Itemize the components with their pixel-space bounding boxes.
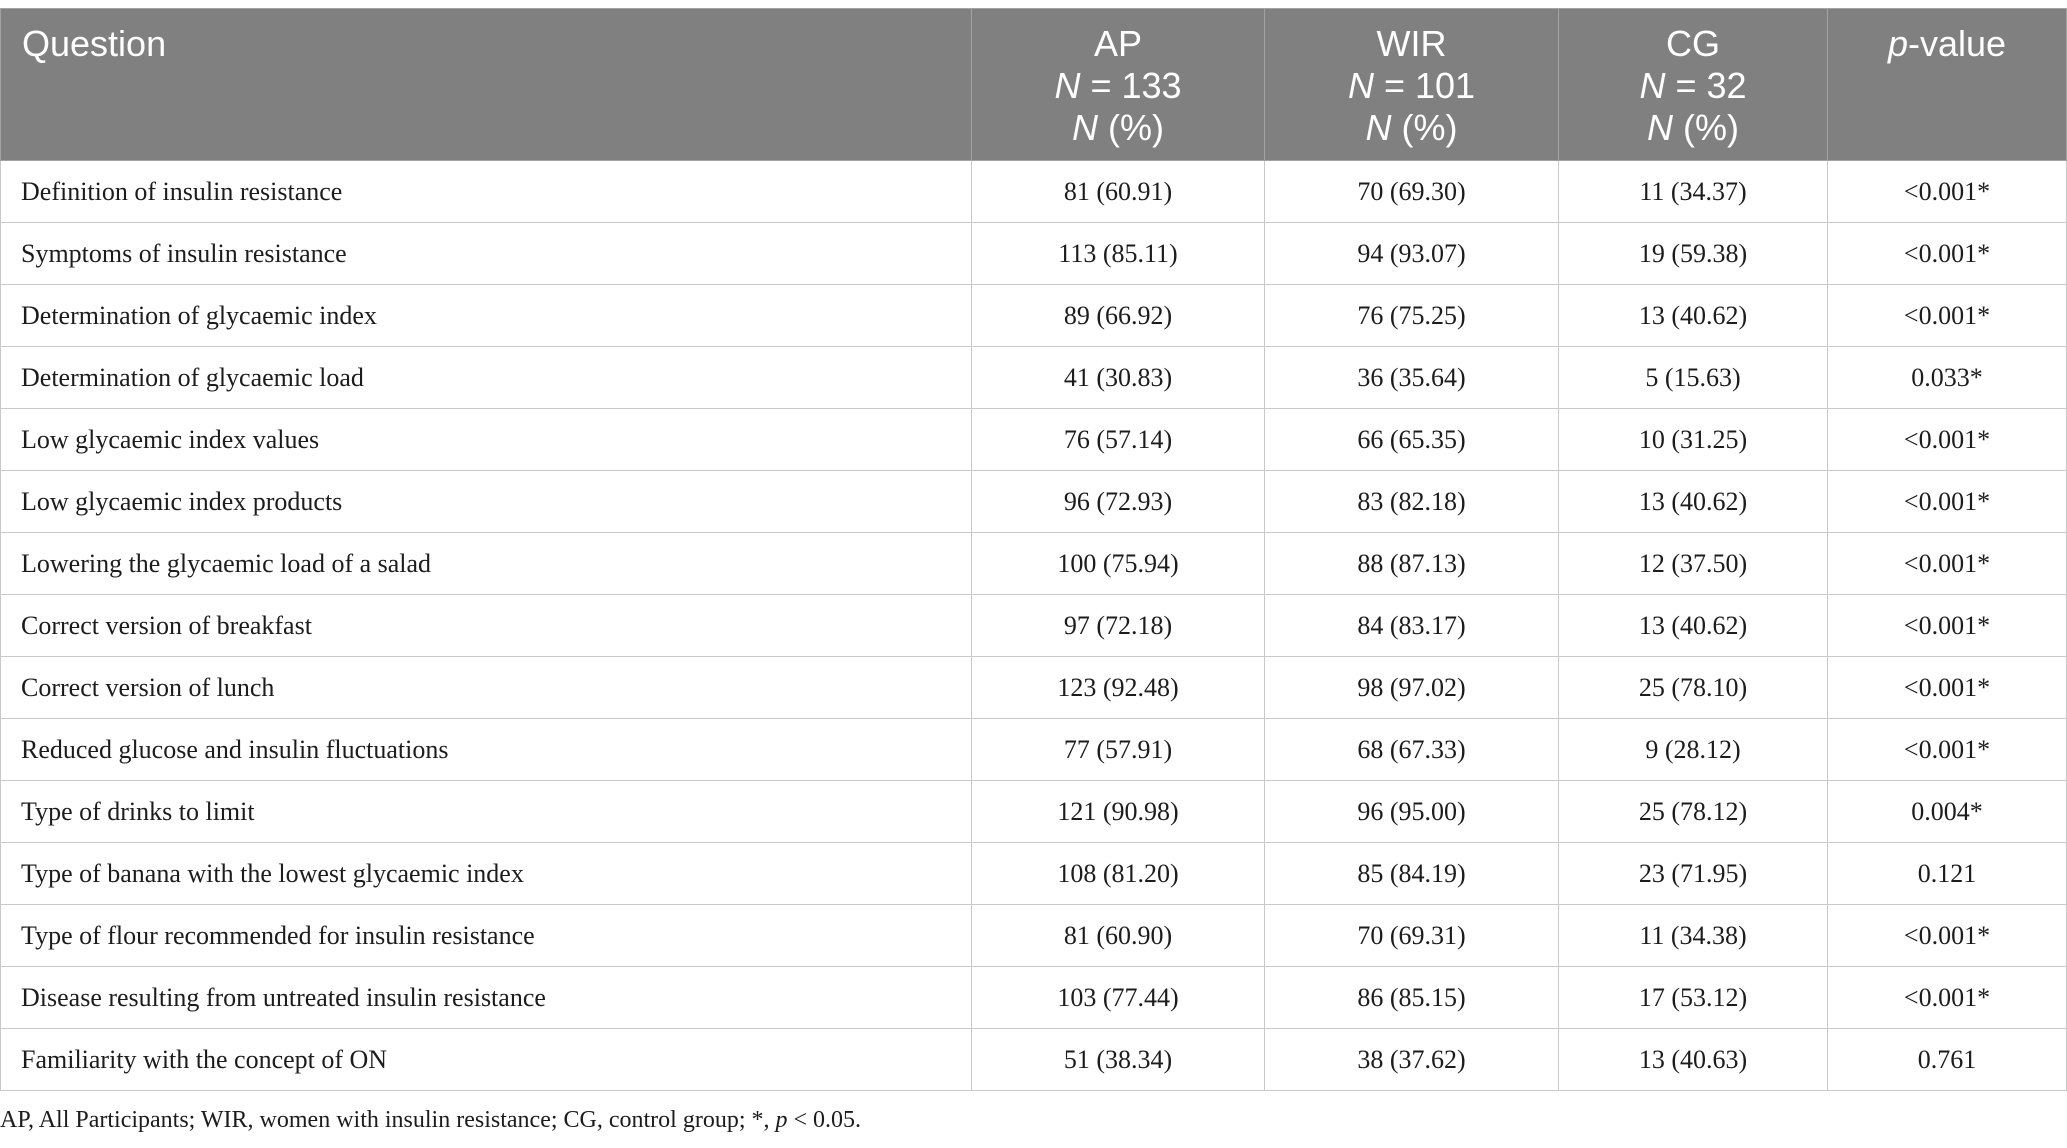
ap-cell: 76 (57.14) bbox=[972, 409, 1265, 471]
group-name: CG bbox=[1666, 23, 1720, 64]
unit-value: (%) bbox=[1098, 107, 1164, 148]
group-n bbox=[980, 65, 1256, 107]
cg-cell: 25 (78.10) bbox=[1559, 657, 1828, 719]
ap-cell: 89 (66.92) bbox=[972, 285, 1265, 347]
cg-cell: 23 (71.95) bbox=[1559, 843, 1828, 905]
p-value-cell: <0.001* bbox=[1828, 595, 2067, 657]
question-cell: Disease resulting from untreated insulin resistance bbox=[1, 967, 972, 1029]
wir-cell: 36 (35.64) bbox=[1265, 347, 1559, 409]
n-symbol: N bbox=[1054, 65, 1081, 106]
table-row bbox=[1, 905, 2067, 967]
p-value-cell: 0.761 bbox=[1828, 1029, 2067, 1091]
question-cell: Correct version of lunch bbox=[1, 657, 972, 719]
table-row bbox=[1, 347, 2067, 409]
table-row bbox=[1, 409, 2067, 471]
ap-cell: 51 (38.34) bbox=[972, 1029, 1265, 1091]
table-row bbox=[1, 719, 2067, 781]
wir-cell: 70 (69.30) bbox=[1265, 161, 1559, 223]
wir-cell: 38 (37.62) bbox=[1265, 1029, 1559, 1091]
header-p-value bbox=[1828, 9, 2067, 161]
p-value-cell: <0.001* bbox=[1828, 905, 2067, 967]
ap-cell: 108 (81.20) bbox=[972, 843, 1265, 905]
cg-cell: 17 (53.12) bbox=[1559, 967, 1828, 1029]
ap-cell: 100 (75.94) bbox=[972, 533, 1265, 595]
ap-cell: 77 (57.91) bbox=[972, 719, 1265, 781]
results-table bbox=[0, 8, 2067, 1091]
unit-value: (%) bbox=[1391, 107, 1458, 148]
p-value-cell: 0.033* bbox=[1828, 347, 2067, 409]
cg-cell: 13 (40.62) bbox=[1559, 595, 1828, 657]
n-value: = 101 bbox=[1373, 65, 1476, 106]
header-ap bbox=[972, 9, 1265, 161]
group-name: AP bbox=[1093, 23, 1143, 64]
table-row bbox=[1, 657, 2067, 719]
table-row bbox=[1, 161, 2067, 223]
p-value-cell: <0.001* bbox=[1828, 223, 2067, 285]
cg-cell: 10 (31.25) bbox=[1559, 409, 1828, 471]
unit-value: (%) bbox=[1673, 107, 1739, 148]
question-cell: Familiarity with the concept of ON bbox=[1, 1029, 972, 1091]
wir-cell: 68 (67.33) bbox=[1265, 719, 1559, 781]
question-cell: Reduced glucose and insulin fluctuations bbox=[1, 719, 972, 781]
footnote-suffix: < 0.05. bbox=[787, 1107, 862, 1133]
table-header bbox=[1, 9, 2067, 161]
table-body bbox=[1, 161, 2067, 1091]
ap-cell: 41 (30.83) bbox=[972, 347, 1265, 409]
ap-cell: 96 (72.93) bbox=[972, 471, 1265, 533]
header-row bbox=[1, 9, 2067, 161]
table-row bbox=[1, 595, 2067, 657]
p-value-cell: <0.001* bbox=[1828, 409, 2067, 471]
p-suffix: -value bbox=[1907, 23, 2007, 64]
p-value-cell: 0.004* bbox=[1828, 781, 2067, 843]
cg-cell: 13 (40.62) bbox=[1559, 285, 1828, 347]
table-row bbox=[1, 533, 2067, 595]
wir-cell: 96 (95.00) bbox=[1265, 781, 1559, 843]
header-question-label: Question bbox=[22, 23, 167, 64]
cg-cell: 25 (78.12) bbox=[1559, 781, 1828, 843]
question-cell: Definition of insulin resistance bbox=[1, 161, 972, 223]
table-row bbox=[1, 781, 2067, 843]
header-question bbox=[1, 9, 972, 161]
p-value-cell: <0.001* bbox=[1828, 967, 2067, 1029]
question-cell: Determination of glycaemic index bbox=[1, 285, 972, 347]
header-cg bbox=[1559, 9, 1828, 161]
cg-cell: 5 (15.63) bbox=[1559, 347, 1828, 409]
cg-cell: 19 (59.38) bbox=[1559, 223, 1828, 285]
group-unit bbox=[1273, 107, 1550, 149]
p-value-cell: <0.001* bbox=[1828, 285, 2067, 347]
ap-cell: 103 (77.44) bbox=[972, 967, 1265, 1029]
table-row bbox=[1, 967, 2067, 1029]
table-row bbox=[1, 471, 2067, 533]
ap-cell: 81 (60.90) bbox=[972, 905, 1265, 967]
table-row bbox=[1, 223, 2067, 285]
ap-cell: 81 (60.91) bbox=[972, 161, 1265, 223]
wir-cell: 83 (82.18) bbox=[1265, 471, 1559, 533]
p-value-cell: <0.001* bbox=[1828, 657, 2067, 719]
group-unit bbox=[1567, 107, 1819, 149]
table-footnote bbox=[0, 1105, 861, 1135]
wir-cell: 76 (75.25) bbox=[1265, 285, 1559, 347]
table-row bbox=[1, 843, 2067, 905]
question-cell: Type of flour recommended for insulin resistance bbox=[1, 905, 972, 967]
ap-cell: 97 (72.18) bbox=[972, 595, 1265, 657]
group-name: WIR bbox=[1376, 23, 1447, 64]
wir-cell: 66 (65.35) bbox=[1265, 409, 1559, 471]
p-symbol: p bbox=[775, 1107, 788, 1133]
question-cell: Type of banana with the lowest glycaemic index bbox=[1, 843, 972, 905]
table-row bbox=[1, 285, 2067, 347]
n-symbol: N bbox=[1365, 107, 1392, 148]
p-value-cell: <0.001* bbox=[1828, 161, 2067, 223]
n-symbol: N bbox=[1639, 65, 1666, 106]
ap-cell: 123 (92.48) bbox=[972, 657, 1265, 719]
ap-cell: 121 (90.98) bbox=[972, 781, 1265, 843]
wir-cell: 98 (97.02) bbox=[1265, 657, 1559, 719]
n-value: = 133 bbox=[1080, 65, 1182, 106]
group-n bbox=[1273, 65, 1550, 107]
table-row bbox=[1, 1029, 2067, 1091]
p-value-label bbox=[1836, 23, 2058, 65]
p-value-cell: <0.001* bbox=[1828, 533, 2067, 595]
n-symbol: N bbox=[1072, 107, 1098, 148]
wir-cell: 86 (85.15) bbox=[1265, 967, 1559, 1029]
cg-cell: 13 (40.62) bbox=[1559, 471, 1828, 533]
cg-cell: 12 (37.50) bbox=[1559, 533, 1828, 595]
question-cell: Correct version of breakfast bbox=[1, 595, 972, 657]
cg-cell: 13 (40.63) bbox=[1559, 1029, 1828, 1091]
question-cell: Determination of glycaemic load bbox=[1, 347, 972, 409]
n-value: = 32 bbox=[1665, 65, 1747, 106]
group-n bbox=[1567, 65, 1819, 107]
ap-cell: 113 (85.11) bbox=[972, 223, 1265, 285]
wir-cell: 85 (84.19) bbox=[1265, 843, 1559, 905]
p-symbol: p bbox=[1887, 23, 1908, 64]
wir-cell: 70 (69.31) bbox=[1265, 905, 1559, 967]
wir-cell: 94 (93.07) bbox=[1265, 223, 1559, 285]
wir-cell: 84 (83.17) bbox=[1265, 595, 1559, 657]
footnote-text: AP, All Participants; WIR, women with insulin resistance; CG, control group; *, bbox=[0, 1107, 776, 1133]
question-cell: Symptoms of insulin resistance bbox=[1, 223, 972, 285]
header-wir bbox=[1265, 9, 1559, 161]
p-value-cell: 0.121 bbox=[1828, 843, 2067, 905]
question-cell: Low glycaemic index products bbox=[1, 471, 972, 533]
p-value-cell: <0.001* bbox=[1828, 719, 2067, 781]
n-symbol: N bbox=[1347, 65, 1374, 106]
question-cell: Type of drinks to limit bbox=[1, 781, 972, 843]
wir-cell: 88 (87.13) bbox=[1265, 533, 1559, 595]
cg-cell: 11 (34.37) bbox=[1559, 161, 1828, 223]
question-cell: Low glycaemic index values bbox=[1, 409, 972, 471]
question-cell: Lowering the glycaemic load of a salad bbox=[1, 533, 972, 595]
n-symbol: N bbox=[1647, 107, 1673, 148]
cg-cell: 11 (34.38) bbox=[1559, 905, 1828, 967]
p-value-cell: <0.001* bbox=[1828, 471, 2067, 533]
cg-cell: 9 (28.12) bbox=[1559, 719, 1828, 781]
group-unit bbox=[980, 107, 1256, 149]
